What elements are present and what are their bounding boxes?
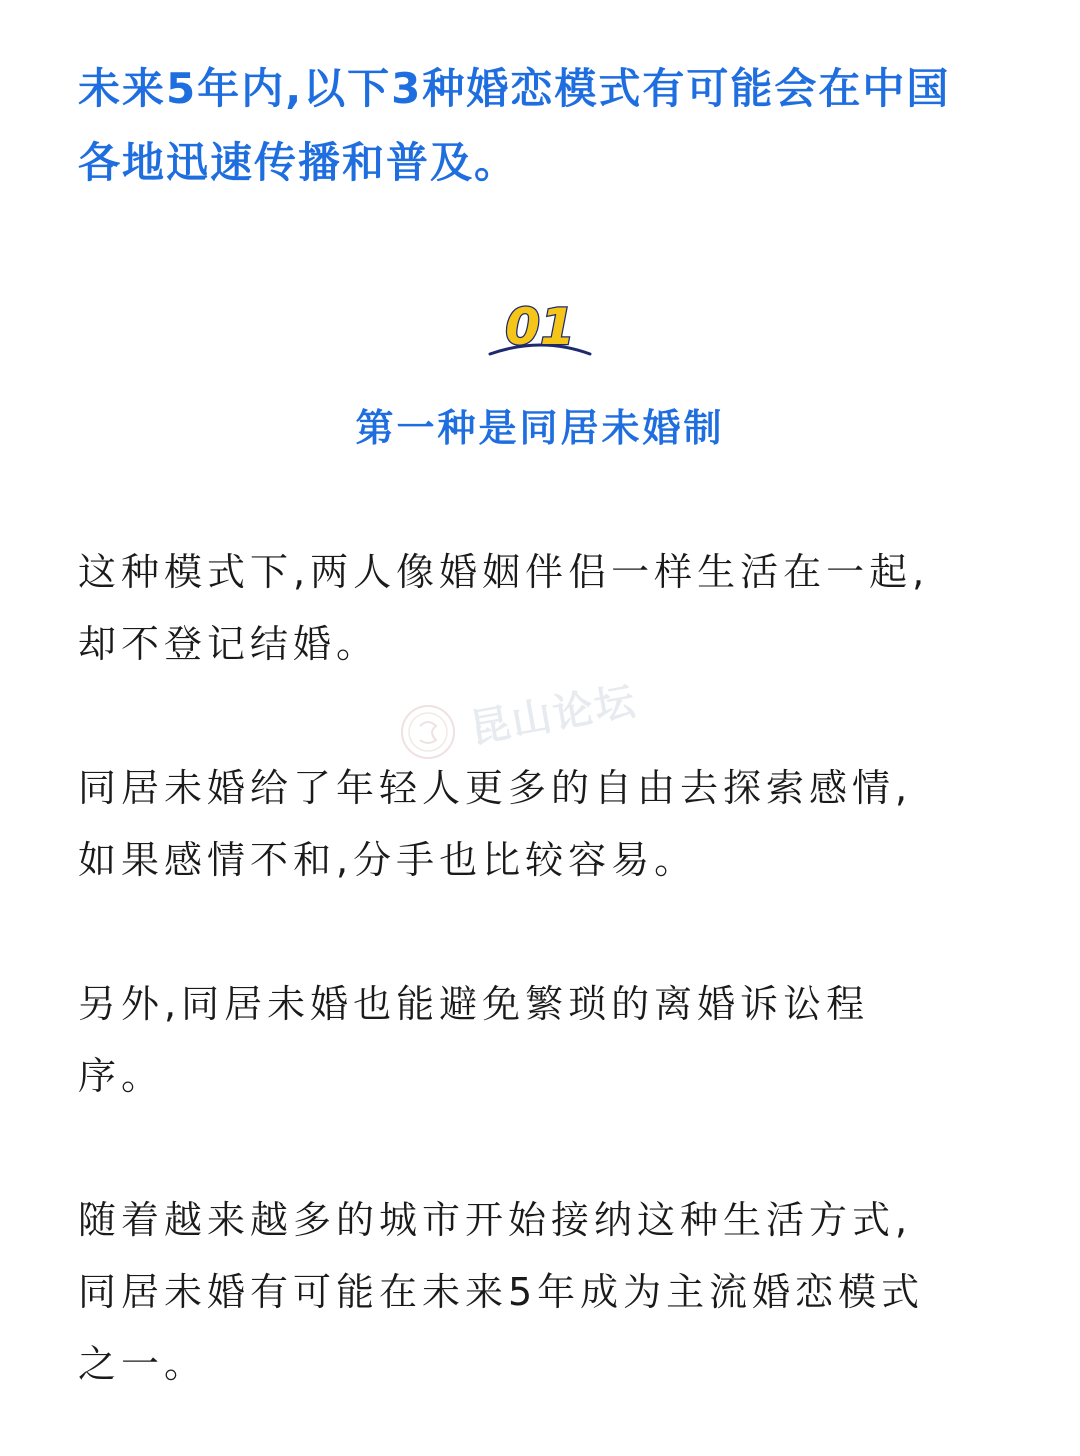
paragraph-1 [78,536,1008,680]
section-title: 第一种是同居未婚制 [355,406,725,450]
seal-icon [398,702,458,762]
paragraph-line: 之一。 [78,1342,208,1386]
paragraph-line: 序。 [78,1054,165,1098]
paragraph-line: 如果感情不和,分手也比较容易。 [78,838,698,882]
paragraph-3 [78,968,1008,1112]
section-number-badge [486,292,596,362]
watermark-text: 昆山论坛 [466,677,641,753]
paragraph-line: 同居未婚给了年轻人更多的自由去探索感情, [78,766,913,810]
paragraph-line: 随着越来越多的城市开始接纳这种生活方式, [78,1198,913,1242]
paragraph-4 [78,1184,1008,1400]
paragraph-line: 这种模式下,两人像婚姻伴侣一样生活在一起, [78,550,930,594]
headline-line-1: 未来5年内,以下3种婚恋模式有可能会在中国 [78,64,951,113]
watermark [398,677,698,790]
headline [78,52,1018,200]
headline-line-2: 各地迅速传播和普及。 [78,138,519,187]
section-number-text: 01 [505,298,575,356]
paragraph-line: 却不登记结婚。 [78,622,380,666]
paragraph-line: 另外,同居未婚也能避免繁琐的离婚诉讼程 [78,982,870,1026]
paragraph-line: 同居未婚有可能在未来5年成为主流婚恋模式 [78,1270,925,1314]
